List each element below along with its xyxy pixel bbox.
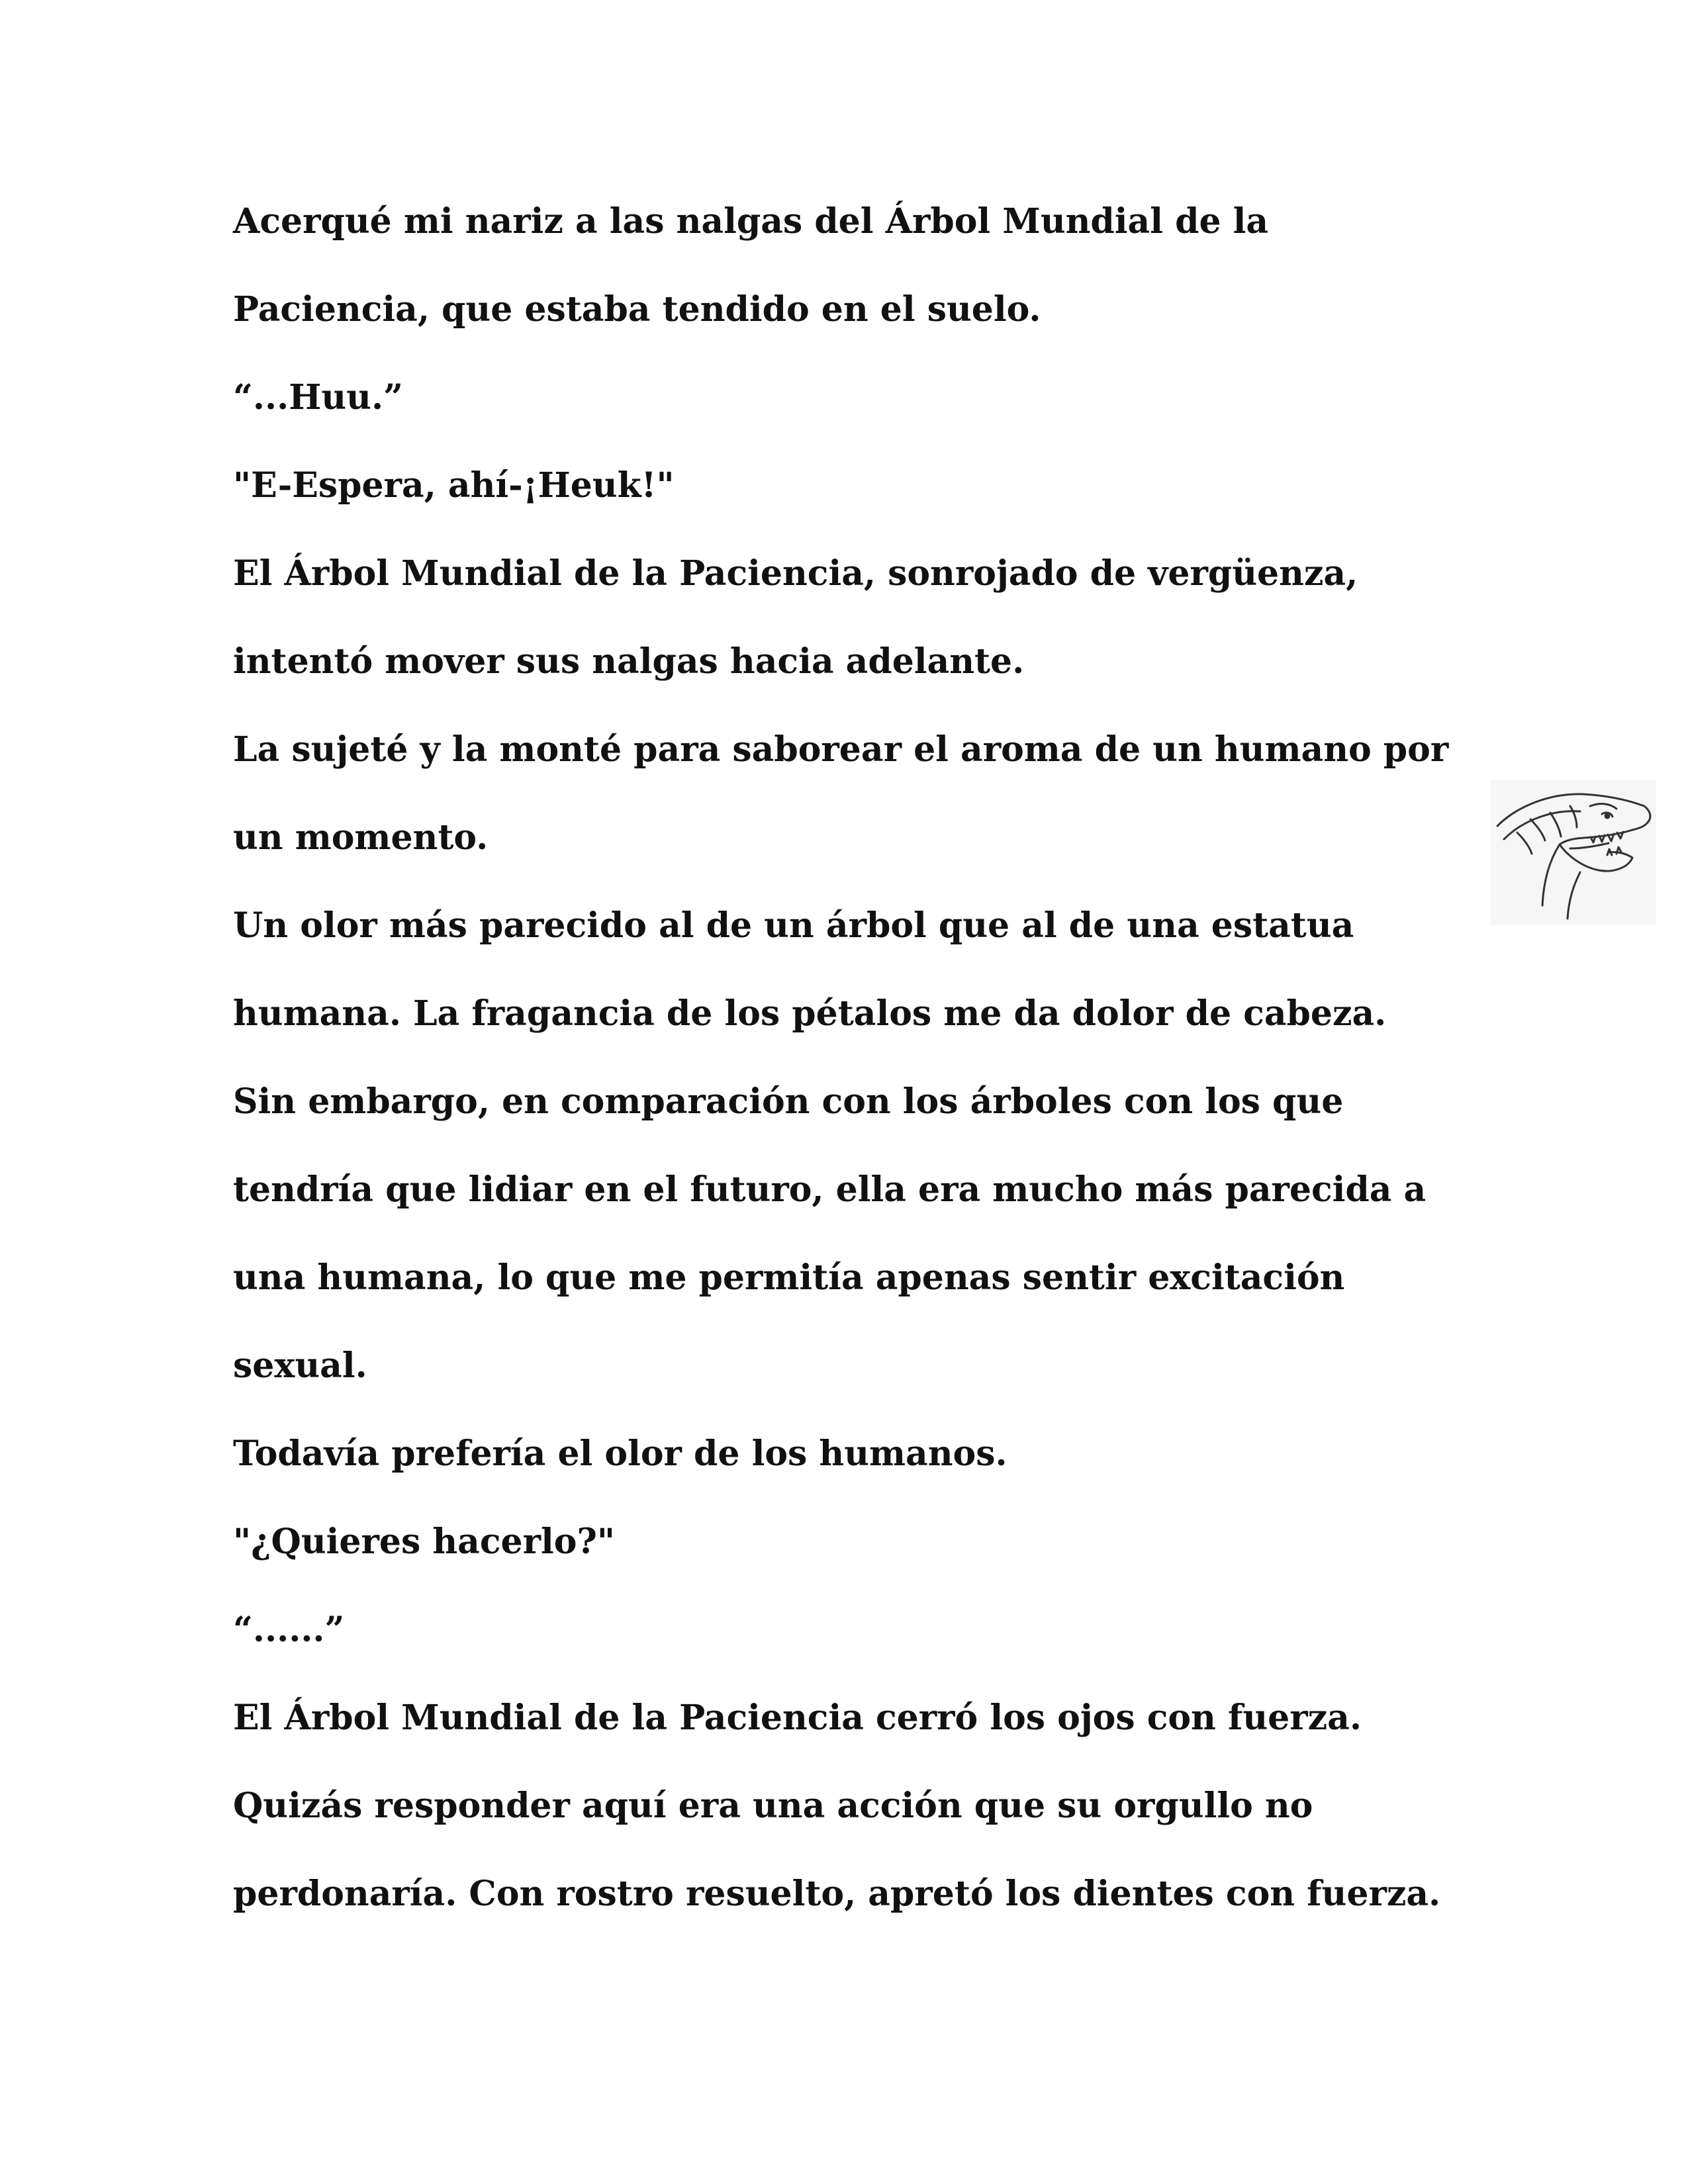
text-line: "E-Espera, ahí-¡Heuk!" xyxy=(233,465,675,506)
text-line: Sin embargo, en comparación con los árboles con los que xyxy=(233,1081,1344,1122)
text-line: Quizás responder aquí era una acción que su orgullo no xyxy=(233,1786,1313,1826)
text-line: Acerqué mi nariz a las nalgas del Árbol Mundial de la xyxy=(233,201,1269,242)
text-line: sexual. xyxy=(233,1345,367,1386)
text-line: tendría que lidiar en el futuro, ella era mucho más parecida a xyxy=(233,1169,1427,1210)
dinosaur-head-icon xyxy=(1491,780,1656,925)
text-line: "¿Quieres hacerlo?" xyxy=(233,1522,616,1562)
text-line: La sujeté y la monté para saborear el aroma de un humano por xyxy=(233,729,1449,770)
text-line: “...Huu.” xyxy=(233,377,403,418)
text-line: “......” xyxy=(233,1610,345,1650)
text-line: perdonaría. Con rostro resuelto, apretó los dientes con fuerza. xyxy=(233,1874,1441,1914)
text-line: una humana, lo que me permitía apenas sentir excitación xyxy=(233,1257,1345,1298)
text-line: El Árbol Mundial de la Paciencia, sonrojado de vergüenza, xyxy=(233,553,1358,594)
body-text xyxy=(233,177,1491,1938)
text-line: Un olor más parecido al de un árbol que al de una estatua xyxy=(233,905,1354,946)
text-line: un momento. xyxy=(233,817,489,858)
text-line: Paciencia, que estaba tendido en el suelo. xyxy=(233,289,1041,330)
text-line: Todavía prefería el olor de los humanos. xyxy=(233,1433,1008,1474)
text-line: El Árbol Mundial de la Paciencia cerró los ojos con fuerza. xyxy=(233,1698,1362,1738)
text-line: humana. La fragancia de los pétalos me da dolor de cabeza. xyxy=(233,993,1387,1034)
text-line: intentó mover sus nalgas hacia adelante. xyxy=(233,641,1025,682)
